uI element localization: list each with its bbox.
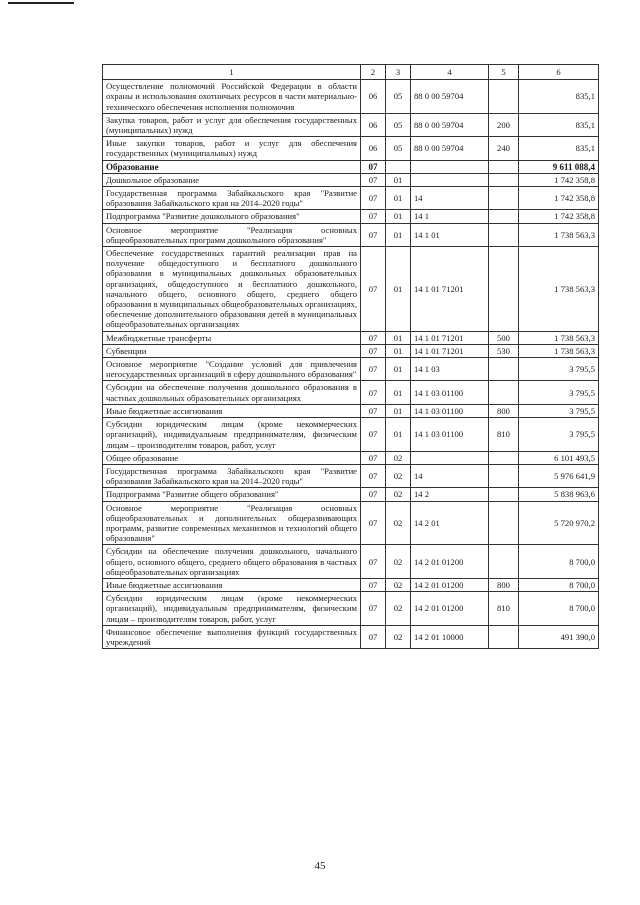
header-cell-6: 6 [519,65,599,80]
expense-type-cell [489,501,519,545]
subsection-code-cell: 02 [386,545,411,579]
header-cell-5: 5 [489,65,519,80]
row-name-cell: Финансовое обеспечение выполнения функций государственных учреждений [103,625,361,648]
row-name-cell: Субсидии юридическим лицам (кроме некоммерческих организаций), индивидуальным предпринимателям, физическим лицам – производителям товаров, работ, услуг [103,418,361,452]
section-code-cell: 07 [361,625,386,648]
amount-cell: 835,1 [519,137,599,160]
subsection-code-cell: 05 [386,137,411,160]
expense-type-cell: 500 [489,331,519,344]
target-article-cell: 14 2 01 01200 [411,592,489,626]
amount-cell: 8 700,0 [519,545,599,579]
row-name-cell: Общее образование [103,451,361,464]
table-row [103,625,599,648]
section-code-cell: 07 [361,247,386,332]
target-article-cell: 14 2 01 10000 [411,625,489,648]
page-number: 45 [314,860,326,872]
subsection-code-cell: 02 [386,578,411,591]
section-code-cell: 07 [361,173,386,186]
expense-type-cell: 810 [489,592,519,626]
row-name-cell: Основное мероприятие "Создание условий для привлечения негосударственных организаций в сферу дошкольного образования" [103,358,361,381]
section-code-cell: 07 [361,592,386,626]
expense-type-cell [489,210,519,223]
expense-type-cell [489,464,519,487]
table-row [103,344,599,357]
target-article-cell: 14 2 01 01200 [411,545,489,579]
subsection-code-cell [386,160,411,173]
amount-cell: 1 742 358,8 [519,173,599,186]
subsection-code-cell: 01 [386,173,411,186]
amount-cell: 3 795,5 [519,381,599,404]
row-name-cell: Субсидии на обеспечение получения дошкольного, начального общего, основного общего, среднего общего образования в частных общеобразовательных организациях [103,545,361,579]
row-name-cell: Обеспечение государственных гарантий реализации прав на получение общедоступного и бесплатного дошкольного образования в муниципальных дошкольных образовательных организациях, общедоступного и бесплатного дошкольного, начального общего, основного общего, среднего общего образования в муниципальных общеобразовательных организациях, обеспечение дополнительного образования детей в муниципальных общеобразовательных организациях [103,247,361,332]
row-name-cell: Подпрограмма "Развитие дошкольного образования" [103,210,361,223]
table-row [103,404,599,417]
header-cell-4: 4 [411,65,489,80]
amount-cell: 835,1 [519,113,599,136]
section-code-cell: 07 [361,545,386,579]
expense-type-cell [489,381,519,404]
section-code-cell: 07 [361,358,386,381]
section-code-cell: 07 [361,488,386,501]
expense-type-cell [489,80,519,114]
subsection-code-cell: 01 [386,210,411,223]
table-row [103,381,599,404]
section-code-cell: 07 [361,464,386,487]
section-code-cell: 07 [361,210,386,223]
target-article-cell: 14 1 03 [411,358,489,381]
row-name-cell: Основное мероприятие "Реализация основных общеобразовательных и дополнительных общеразвивающих программ, развитие современных механизмов и технологий общего образования" [103,501,361,545]
expense-type-cell: 810 [489,418,519,452]
subsection-code-cell: 05 [386,80,411,114]
target-article-cell: 14 1 01 71201 [411,331,489,344]
table-row [103,592,599,626]
expense-type-cell [489,488,519,501]
subsection-code-cell: 01 [386,381,411,404]
expense-type-cell: 800 [489,578,519,591]
amount-cell: 3 795,5 [519,418,599,452]
table-row [103,247,599,332]
subsection-code-cell: 01 [386,358,411,381]
row-name-cell: Государственная программа Забайкальского края "Развитие образования Забайкальского края на 2014–2020 годы" [103,464,361,487]
expense-type-cell: 800 [489,404,519,417]
row-name-cell: Закупка товаров, работ и услуг для обеспечения государственных (муниципальных) нужд [103,113,361,136]
expense-type-cell [489,625,519,648]
table-row [103,464,599,487]
expense-type-cell [489,451,519,464]
section-code-cell: 07 [361,344,386,357]
row-name-cell: Основное мероприятие "Реализация основных общеобразовательных программ дошкольного образования" [103,223,361,246]
table-row [103,160,599,173]
amount-cell: 3 795,5 [519,404,599,417]
target-article-cell: 88 0 00 59704 [411,80,489,114]
table-row [103,80,599,114]
row-name-cell: Осуществление полномочий Российской Федерации в области охраны и использования охотничьих ресурсов в части материально-технического обеспечения исполнения полномочия [103,80,361,114]
table-row [103,578,599,591]
expense-type-cell [489,160,519,173]
amount-cell: 1 738 563,3 [519,331,599,344]
amount-cell: 1 738 563,3 [519,223,599,246]
table-header-row [103,65,599,80]
section-code-cell: 07 [361,223,386,246]
section-code-cell: 07 [361,187,386,210]
amount-cell: 1 742 358,8 [519,187,599,210]
amount-cell: 835,1 [519,80,599,114]
row-name-cell: Иные бюджетные ассигнования [103,578,361,591]
subsection-code-cell: 02 [386,488,411,501]
table-row [103,358,599,381]
target-article-cell: 14 2 [411,488,489,501]
table-row [103,545,599,579]
row-name-cell: Субсидии юридическим лицам (кроме некоммерческих организаций), индивидуальным предпринимателям, физическим лицам – производителям товаров, работ, услуг [103,592,361,626]
expense-type-cell [489,173,519,186]
table-row [103,137,599,160]
amount-cell: 8 700,0 [519,592,599,626]
target-article-cell: 88 0 00 59704 [411,113,489,136]
section-code-cell: 07 [361,501,386,545]
subsection-code-cell: 02 [386,451,411,464]
amount-cell: 9 611 088,4 [519,160,599,173]
budget-table [102,64,599,649]
subsection-code-cell: 05 [386,113,411,136]
target-article-cell: 14 1 03 01100 [411,418,489,452]
subsection-code-cell: 01 [386,223,411,246]
subsection-code-cell: 01 [386,344,411,357]
section-code-cell: 07 [361,160,386,173]
table-row [103,451,599,464]
subsection-code-cell: 01 [386,418,411,452]
amount-cell: 1 738 563,3 [519,344,599,357]
row-name-cell: Подпрограмма "Развитие общего образования" [103,488,361,501]
subsection-code-cell: 01 [386,404,411,417]
expense-type-cell: 530 [489,344,519,357]
target-article-cell [411,173,489,186]
table-row [103,113,599,136]
table-row [103,501,599,545]
target-article-cell: 14 1 01 [411,223,489,246]
expense-type-cell [489,247,519,332]
subsection-code-cell: 02 [386,501,411,545]
row-name-cell: Государственная программа Забайкальского края "Развитие образования Забайкальского края на 2014–2020 годы" [103,187,361,210]
target-article-cell: 14 1 03 01100 [411,381,489,404]
amount-cell: 1 738 563,3 [519,247,599,332]
target-article-cell: 14 1 03 01100 [411,404,489,417]
header-cell-3: 3 [386,65,411,80]
target-article-cell [411,160,489,173]
subsection-code-cell: 02 [386,464,411,487]
subsection-code-cell: 01 [386,247,411,332]
row-name-cell: Межбюджетные трансферты [103,331,361,344]
amount-cell: 5 720 970,2 [519,501,599,545]
amount-cell: 5 838 963,6 [519,488,599,501]
table-row [103,187,599,210]
table-row [103,210,599,223]
expense-type-cell [489,545,519,579]
table-row [103,223,599,246]
target-article-cell: 14 [411,187,489,210]
target-article-cell: 88 0 00 59704 [411,137,489,160]
top-rule [8,2,74,4]
subsection-code-cell: 01 [386,331,411,344]
amount-cell: 5 976 641,9 [519,464,599,487]
target-article-cell: 14 1 [411,210,489,223]
amount-cell: 1 742 358,8 [519,210,599,223]
section-code-cell: 07 [361,381,386,404]
expense-type-cell: 240 [489,137,519,160]
table-row [103,331,599,344]
row-name-cell: Дошкольное образование [103,173,361,186]
table-row [103,418,599,452]
section-code-cell: 07 [361,331,386,344]
table-row [103,488,599,501]
target-article-cell [411,451,489,464]
table-row [103,173,599,186]
expense-type-cell: 200 [489,113,519,136]
amount-cell: 6 101 493,5 [519,451,599,464]
target-article-cell: 14 2 01 [411,501,489,545]
row-name-cell: Образование [103,160,361,173]
subsection-code-cell: 01 [386,187,411,210]
row-name-cell: Иные бюджетные ассигнования [103,404,361,417]
row-name-cell: Иные закупки товаров, работ и услуг для обеспечения государственных (муниципальных) нужд [103,137,361,160]
amount-cell: 8 700,0 [519,578,599,591]
section-code-cell: 07 [361,578,386,591]
expense-type-cell [489,187,519,210]
amount-cell: 491 390,0 [519,625,599,648]
target-article-cell: 14 1 01 71201 [411,344,489,357]
budget-table-container [102,64,598,649]
table-body [103,65,599,649]
section-code-cell: 07 [361,418,386,452]
row-name-cell: Субсидии на обеспечение получения дошкольного образования в частных дошкольных образовательных организациях [103,381,361,404]
target-article-cell: 14 [411,464,489,487]
row-name-cell: Субвенции [103,344,361,357]
subsection-code-cell: 02 [386,625,411,648]
header-cell-2: 2 [361,65,386,80]
expense-type-cell [489,223,519,246]
amount-cell: 3 795,5 [519,358,599,381]
expense-type-cell [489,358,519,381]
section-code-cell: 07 [361,404,386,417]
section-code-cell: 06 [361,113,386,136]
section-code-cell: 07 [361,451,386,464]
section-code-cell: 06 [361,80,386,114]
target-article-cell: 14 1 01 71201 [411,247,489,332]
target-article-cell: 14 2 01 01200 [411,578,489,591]
header-cell-1: 1 [103,65,361,80]
subsection-code-cell: 02 [386,592,411,626]
section-code-cell: 06 [361,137,386,160]
